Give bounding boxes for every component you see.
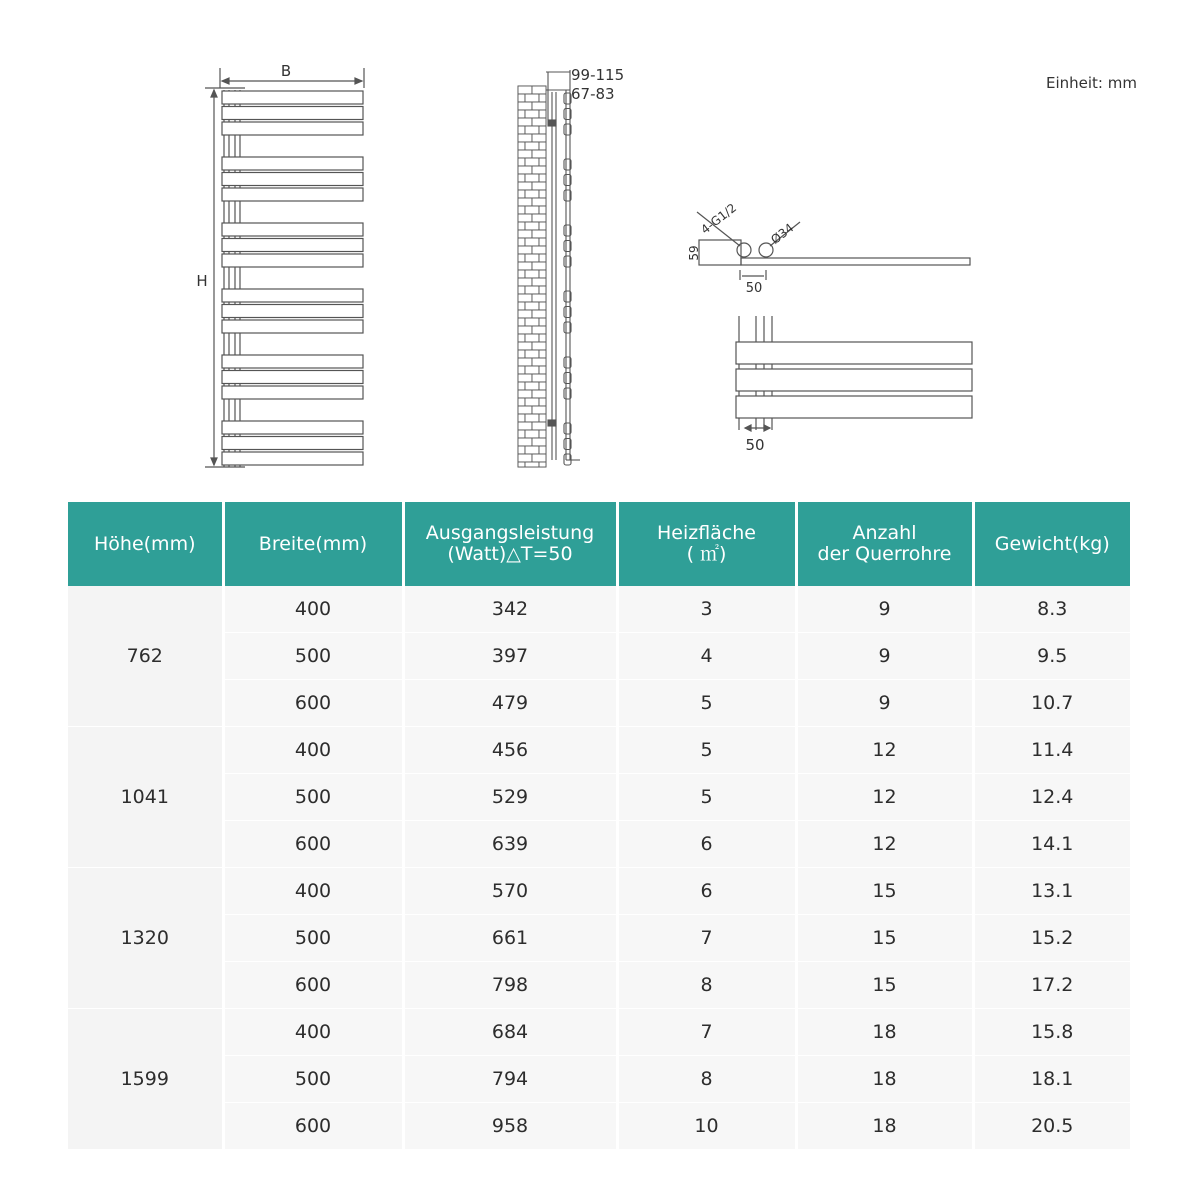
side-offset-inner: 67-83 xyxy=(571,85,615,103)
table-cell: 18 xyxy=(796,1056,973,1103)
table-cell: 18.1 xyxy=(973,1056,1130,1103)
table-cell: 8.3 xyxy=(973,586,1130,633)
wall-brick xyxy=(525,142,539,150)
wall-brick xyxy=(532,262,546,270)
side-view-drawing xyxy=(510,60,640,475)
table-cell: 17.2 xyxy=(973,962,1130,1009)
wall-brick xyxy=(518,102,532,110)
table-row xyxy=(68,1056,1130,1103)
wall-brick xyxy=(525,334,539,342)
wall-brick xyxy=(539,206,546,214)
wall-brick xyxy=(525,382,539,390)
table-cell: 9 xyxy=(796,680,973,727)
table-cell: 500 xyxy=(223,1056,403,1103)
table-row xyxy=(68,774,1130,821)
table-cell: 600 xyxy=(223,821,403,868)
table-cell: 456 xyxy=(403,727,617,774)
wall-brick xyxy=(525,302,539,310)
wall-brick xyxy=(525,206,539,214)
table-cell: 600 xyxy=(223,1103,403,1150)
wall-brick xyxy=(539,158,546,166)
height-cell: 1041 xyxy=(68,727,223,868)
wall-brick xyxy=(532,438,546,446)
radiator-bar xyxy=(222,305,363,318)
wall-brick xyxy=(539,318,546,326)
front-view-drawing xyxy=(190,55,380,475)
header-line: Heizfläche xyxy=(656,522,757,544)
wall-brick xyxy=(518,254,525,262)
wall-brick xyxy=(518,302,525,310)
height-cell: 762 xyxy=(68,586,223,727)
wall-brick xyxy=(532,182,546,190)
wall-brick xyxy=(539,190,546,198)
table-row xyxy=(68,633,1130,680)
header-cell xyxy=(68,502,223,586)
wall-brick xyxy=(518,214,532,222)
radiator-bar xyxy=(222,188,363,201)
table-cell: 12 xyxy=(796,727,973,774)
wall-brick xyxy=(518,246,532,254)
wall-brick xyxy=(525,222,539,230)
table-cell: 570 xyxy=(403,868,617,915)
table-cell: 958 xyxy=(403,1103,617,1150)
wall-brick xyxy=(518,262,532,270)
spec-table xyxy=(68,502,1130,1137)
table-cell: 18 xyxy=(796,1103,973,1150)
wall-brick xyxy=(518,182,532,190)
wall-brick xyxy=(525,366,539,374)
wall-brick xyxy=(518,358,532,366)
table-cell: 13.1 xyxy=(973,868,1130,915)
wall-brick xyxy=(539,366,546,374)
wall-brick xyxy=(539,302,546,310)
wall-brick xyxy=(518,166,532,174)
table-cell: 15 xyxy=(796,868,973,915)
wall-brick xyxy=(539,222,546,230)
wall-brick xyxy=(539,414,546,422)
radiator-bar xyxy=(222,254,363,267)
table-cell: 14.1 xyxy=(973,821,1130,868)
wall-brick xyxy=(518,174,525,182)
radiator-bar xyxy=(222,107,363,120)
wall-brick xyxy=(532,390,546,398)
wall-brick xyxy=(525,446,539,454)
wall-brick xyxy=(532,374,546,382)
radiator-bar xyxy=(222,421,363,434)
table-cell: 798 xyxy=(403,962,617,1009)
wall-brick xyxy=(532,166,546,174)
wall-bracket xyxy=(548,420,556,426)
table-row xyxy=(68,680,1130,727)
wall-brick xyxy=(532,310,546,318)
wall-brick xyxy=(532,118,546,126)
table-cell: 10.7 xyxy=(973,680,1130,727)
wall-brick xyxy=(525,286,539,294)
wall-brick xyxy=(518,126,525,134)
table-cell: 20.5 xyxy=(973,1103,1130,1150)
table-cell: 5 xyxy=(617,680,796,727)
table-cell: 8 xyxy=(617,1056,796,1103)
wall-brick xyxy=(518,134,532,142)
radiator-bar xyxy=(222,355,363,368)
wall-brick xyxy=(518,366,525,374)
wall-brick xyxy=(518,86,532,94)
table-cell: 12 xyxy=(796,774,973,821)
table-cell: 500 xyxy=(223,774,403,821)
wall-brick xyxy=(518,430,525,438)
wall-brick xyxy=(539,94,546,102)
wall-brick xyxy=(518,350,525,358)
header-cell xyxy=(617,502,796,586)
wall-brick xyxy=(532,214,546,222)
radiator-bar xyxy=(222,91,363,104)
wall-brick xyxy=(518,278,532,286)
wall-brick xyxy=(518,294,532,302)
wall-brick xyxy=(518,150,532,158)
wall-brick xyxy=(539,110,546,118)
wall-brick xyxy=(518,94,525,102)
wall-brick xyxy=(518,190,525,198)
radiator-bar xyxy=(222,173,363,186)
table-cell: 15 xyxy=(796,962,973,1009)
wall-brick xyxy=(518,142,525,150)
wall-brick xyxy=(525,190,539,198)
table-row xyxy=(68,821,1130,868)
front-width-label: B xyxy=(280,62,292,80)
table-row xyxy=(68,1009,1130,1056)
wall-brick xyxy=(518,310,532,318)
wall-brick xyxy=(539,238,546,246)
wall-brick xyxy=(539,430,546,438)
table-row xyxy=(68,962,1130,1009)
wall-brick xyxy=(532,294,546,302)
wall-brick xyxy=(525,126,539,134)
bottom-spacing-label: 50 xyxy=(745,436,765,454)
wall-brick xyxy=(518,270,525,278)
wall-brick xyxy=(532,454,546,462)
table-cell: 9 xyxy=(796,586,973,633)
wall-brick xyxy=(532,230,546,238)
header-cell xyxy=(973,502,1130,586)
wall-brick xyxy=(539,126,546,134)
table-cell: 794 xyxy=(403,1056,617,1103)
wall-brick xyxy=(539,174,546,182)
radiator-bar xyxy=(222,239,363,252)
table-cell: 400 xyxy=(223,586,403,633)
wall-brick xyxy=(518,118,532,126)
wall-brick xyxy=(518,414,525,422)
height-cell: 1320 xyxy=(68,868,223,1009)
table-cell: 500 xyxy=(223,915,403,962)
wall-brick xyxy=(539,382,546,390)
table-cell: 661 xyxy=(403,915,617,962)
wall-brick xyxy=(518,238,525,246)
wall-bracket xyxy=(548,120,556,126)
wall-brick xyxy=(518,374,532,382)
wall-brick xyxy=(539,446,546,454)
table-cell: 400 xyxy=(223,1009,403,1056)
wall-brick xyxy=(518,454,532,462)
table-cell: 5 xyxy=(617,727,796,774)
table-cell: 15.8 xyxy=(973,1009,1130,1056)
wall-brick xyxy=(539,398,546,406)
diameter-label: Ø34 xyxy=(768,220,797,247)
header-line: Anzahl xyxy=(852,522,917,544)
wall-brick xyxy=(518,158,525,166)
table-cell: 12.4 xyxy=(973,774,1130,821)
wall-brick xyxy=(525,238,539,246)
table-cell: 529 xyxy=(403,774,617,821)
wall-brick xyxy=(525,318,539,326)
wall-brick xyxy=(518,198,532,206)
wall-brick xyxy=(518,334,525,342)
top-detail-drawing xyxy=(680,200,980,300)
table-cell: 5 xyxy=(617,774,796,821)
table-cell: 400 xyxy=(223,868,403,915)
wall-brick xyxy=(518,318,525,326)
table-cell: 3 xyxy=(617,586,796,633)
wall-brick xyxy=(518,326,532,334)
wall-brick xyxy=(518,230,532,238)
header-line: ( ㎡) xyxy=(686,543,727,565)
bottom-detail-drawing xyxy=(720,310,990,455)
wall-brick xyxy=(525,350,539,358)
wall-brick xyxy=(518,398,525,406)
side-offset-outer: 99-115 xyxy=(571,66,625,84)
radiator-bar xyxy=(222,437,363,450)
radiator-bar xyxy=(222,452,363,465)
table-row xyxy=(68,1103,1130,1150)
wall-brick xyxy=(518,406,532,414)
header-line: Ausgangsleistung xyxy=(425,522,595,544)
table-cell: 6 xyxy=(617,868,796,915)
table-cell: 18 xyxy=(796,1009,973,1056)
unit-label: Einheit: mm xyxy=(1046,74,1137,92)
table-header-row xyxy=(68,502,1130,586)
radiator-bar xyxy=(222,320,363,333)
wall-brick xyxy=(518,438,532,446)
radiator-bar xyxy=(222,386,363,399)
wall-brick xyxy=(518,286,525,294)
header-line: der Querrohre xyxy=(817,543,952,565)
table-cell: 600 xyxy=(223,962,403,1009)
header-line: Höhe(mm) xyxy=(94,532,196,555)
wall-brick xyxy=(518,342,532,350)
wall-brick xyxy=(525,110,539,118)
radiator-bar xyxy=(222,122,363,135)
table-cell: 8 xyxy=(617,962,796,1009)
wall-brick xyxy=(539,270,546,278)
table-cell: 639 xyxy=(403,821,617,868)
wall-brick xyxy=(539,350,546,358)
wall-brick xyxy=(532,358,546,366)
table-row xyxy=(68,727,1130,774)
wall-brick xyxy=(532,342,546,350)
table-cell: 600 xyxy=(223,680,403,727)
wall-brick xyxy=(532,134,546,142)
radiator-bar xyxy=(222,157,363,170)
table-row xyxy=(68,868,1130,915)
table-row xyxy=(68,586,1130,633)
table-cell: 9.5 xyxy=(973,633,1130,680)
table-cell: 479 xyxy=(403,680,617,727)
wall-brick xyxy=(539,462,546,467)
wall-brick xyxy=(518,422,532,430)
wall-brick xyxy=(539,254,546,262)
radiator-bar xyxy=(222,289,363,302)
wall-brick xyxy=(525,94,539,102)
header-cell xyxy=(223,502,403,586)
thread-label: 4-G1/2 xyxy=(698,200,740,237)
table-cell: 7 xyxy=(617,1009,796,1056)
header-line: (Watt)△T=50 xyxy=(447,543,573,565)
wall-brick xyxy=(525,270,539,278)
wall-brick xyxy=(518,462,525,467)
wall-brick xyxy=(539,334,546,342)
wall-brick xyxy=(532,246,546,254)
wall-brick xyxy=(518,110,525,118)
top-height-label: 59 xyxy=(687,245,701,261)
wall-brick xyxy=(525,254,539,262)
wall-brick xyxy=(532,198,546,206)
table-cell: 15.2 xyxy=(973,915,1130,962)
header-line: Breite(mm) xyxy=(258,532,368,555)
wall-brick xyxy=(532,102,546,110)
table-cell: 9 xyxy=(796,633,973,680)
wall-brick xyxy=(518,382,525,390)
table-cell: 400 xyxy=(223,727,403,774)
wall-brick xyxy=(539,286,546,294)
wall-brick xyxy=(518,390,532,398)
front-height-label: H xyxy=(196,272,208,290)
height-cell: 1599 xyxy=(68,1009,223,1150)
wall-brick xyxy=(532,150,546,158)
wall-brick xyxy=(532,278,546,286)
table-cell: 10 xyxy=(617,1103,796,1150)
table-cell: 11.4 xyxy=(973,727,1130,774)
wall-brick xyxy=(525,414,539,422)
table-cell: 4 xyxy=(617,633,796,680)
wall-brick xyxy=(525,158,539,166)
header-cell xyxy=(403,502,617,586)
table-cell: 12 xyxy=(796,821,973,868)
table-row xyxy=(68,915,1130,962)
wall-brick xyxy=(525,430,539,438)
wall-brick xyxy=(532,326,546,334)
wall-brick xyxy=(525,462,539,467)
wall-brick xyxy=(518,222,525,230)
header-line: Gewicht(kg) xyxy=(994,532,1110,555)
table-cell: 7 xyxy=(617,915,796,962)
wall-brick xyxy=(532,422,546,430)
table-cell: 15 xyxy=(796,915,973,962)
wall-brick xyxy=(532,86,546,94)
top-spacing-label: 50 xyxy=(745,281,763,296)
wall-brick xyxy=(525,174,539,182)
table-cell: 342 xyxy=(403,586,617,633)
table-cell: 500 xyxy=(223,633,403,680)
wall-brick xyxy=(518,206,525,214)
radiator-bar xyxy=(222,371,363,384)
table-cell: 684 xyxy=(403,1009,617,1056)
radiator-bar xyxy=(222,223,363,236)
table-cell: 6 xyxy=(617,821,796,868)
header-cell xyxy=(796,502,973,586)
wall-brick xyxy=(532,406,546,414)
wall-brick xyxy=(539,142,546,150)
wall-brick xyxy=(518,446,525,454)
table-cell: 397 xyxy=(403,633,617,680)
wall-brick xyxy=(525,398,539,406)
